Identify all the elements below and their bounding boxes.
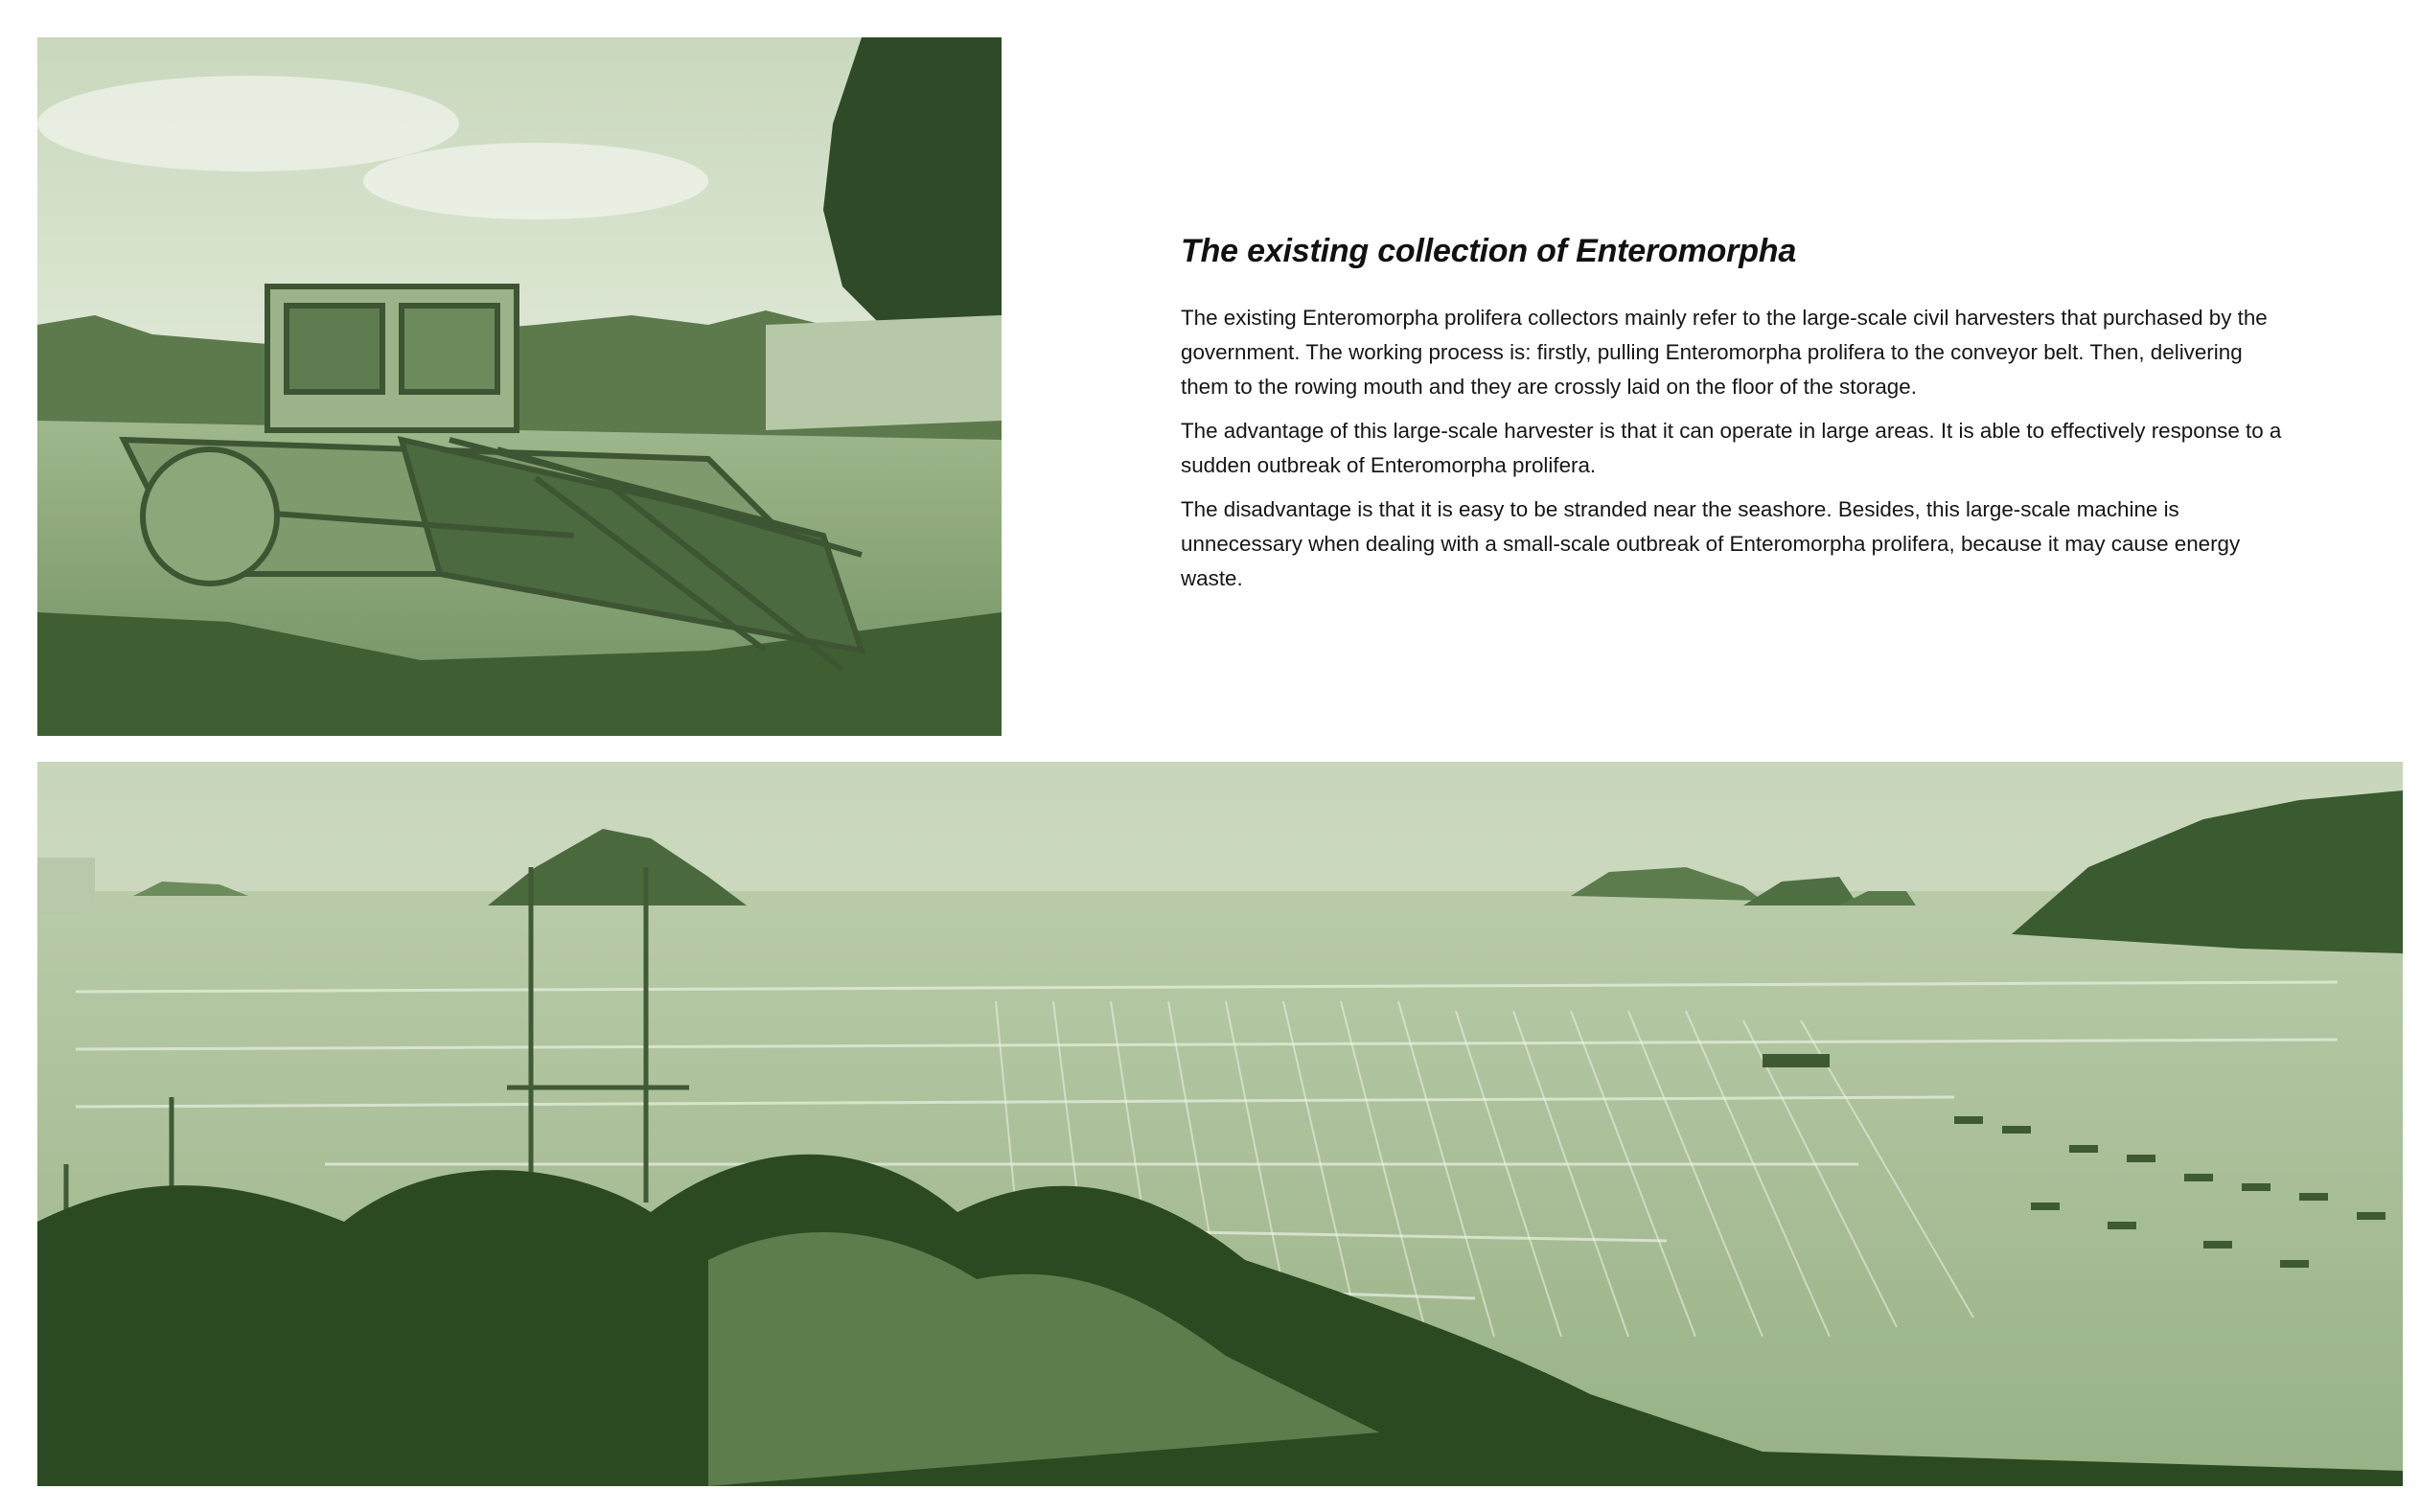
section-heading: The existing collection of Enteromorpha	[1181, 233, 1797, 269]
paragraph-process: The existing Enteromorpha prolifera collectors mainly refer to the large-scale civil harvesters that purchased by the government. The working process is: firstly, pulling Enteromorpha prolifera to the conveyor belt. Then, delivering them to the rowing mouth and they are crossly laid on the floor of the storage.	[1181, 306, 2268, 399]
bay-panorama-graphic	[37, 762, 2403, 1486]
harvester-photo	[37, 37, 1002, 736]
bay-panorama-photo	[37, 762, 2403, 1486]
paragraph-disadvantage: The disadvantage is that it is easy to be stranded near the seashore. Besides, this large-scale machine is unnecessary when dealing with a small-scale outbreak of Enteromorpha prolifera, because it may cause energy waste.	[1181, 497, 2241, 590]
paragraph-advantage: The advantage of this large-scale harvester is that it can operate in large areas. It is able to effectively response to a sudden outbreak of Enteromorpha prolifera.	[1181, 419, 2282, 477]
harvester-photo-graphic	[37, 37, 1002, 736]
article-text	[1181, 230, 2293, 606]
